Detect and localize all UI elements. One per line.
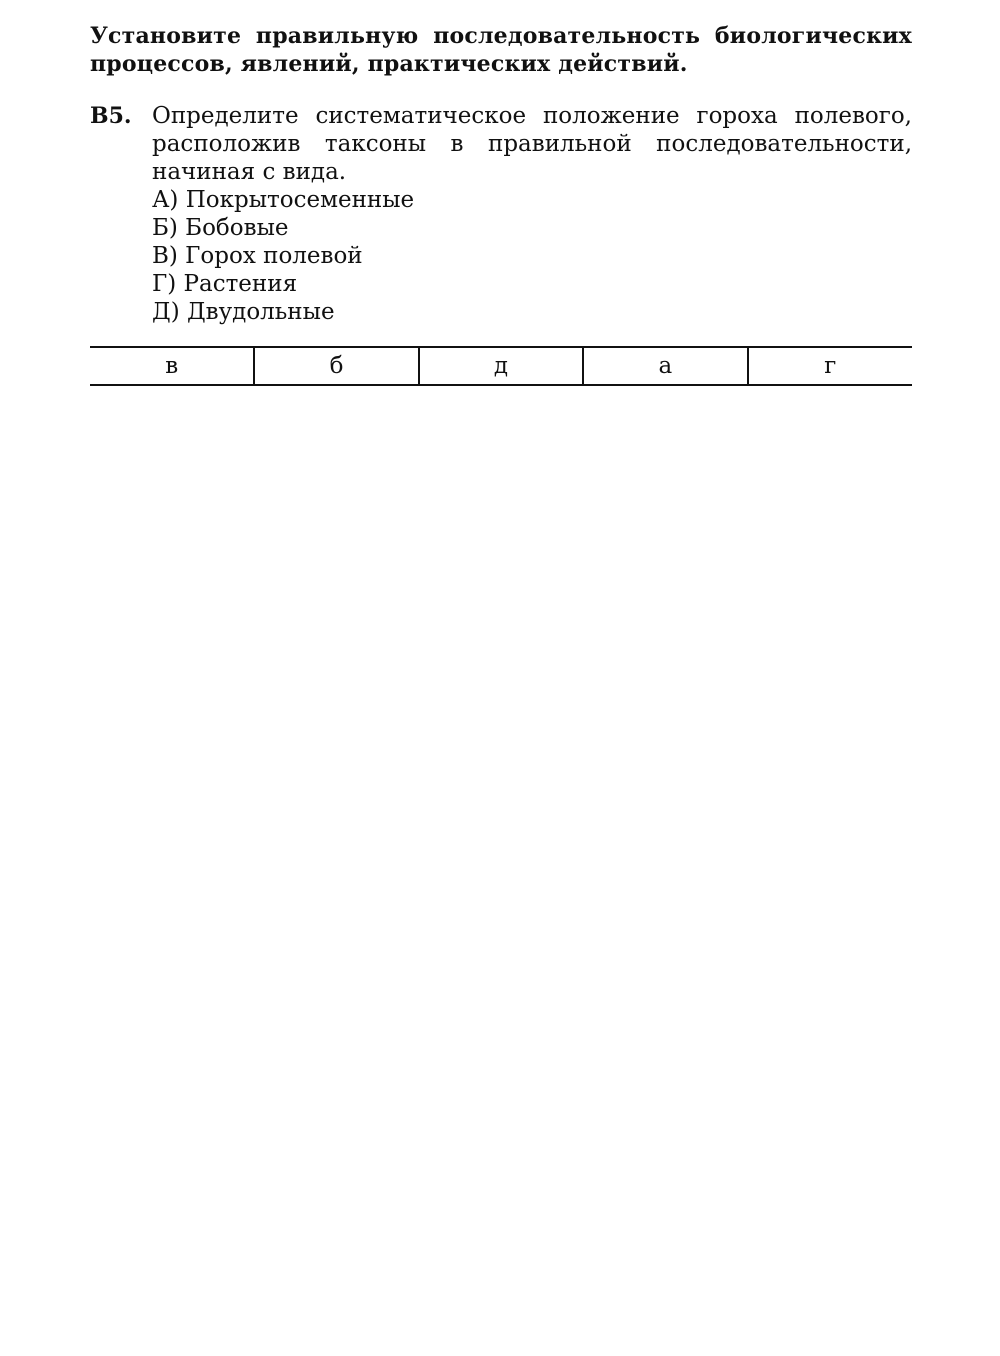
answer-cell: г xyxy=(748,347,912,385)
page xyxy=(90,22,912,326)
task-b5 xyxy=(90,102,912,326)
option-item: А) Покрытосеменные xyxy=(152,187,415,213)
answer-row xyxy=(90,347,912,385)
answer-cell: в xyxy=(90,347,254,385)
task-question: Определите систематическое положение гороха полевого, расположив таксоны в правильной последовательности, начиная с вида. xyxy=(152,103,912,185)
option-item: Д) Двудольные xyxy=(152,299,335,325)
instruction-heading: Установите правильную последовательность биологических процессов, явлений, практических действий. xyxy=(90,23,912,77)
answer-cell: б xyxy=(254,347,418,385)
answer-cell: д xyxy=(419,347,583,385)
option-item: Б) Бобовые xyxy=(152,215,289,241)
option-item: Г) Растения xyxy=(152,271,298,297)
option-item: В) Горох полевой xyxy=(152,243,363,269)
task-number: В5. xyxy=(90,103,132,129)
task-body xyxy=(152,102,912,326)
answer-table xyxy=(90,346,912,386)
option-list xyxy=(152,186,912,326)
answer-cell: а xyxy=(583,347,747,385)
